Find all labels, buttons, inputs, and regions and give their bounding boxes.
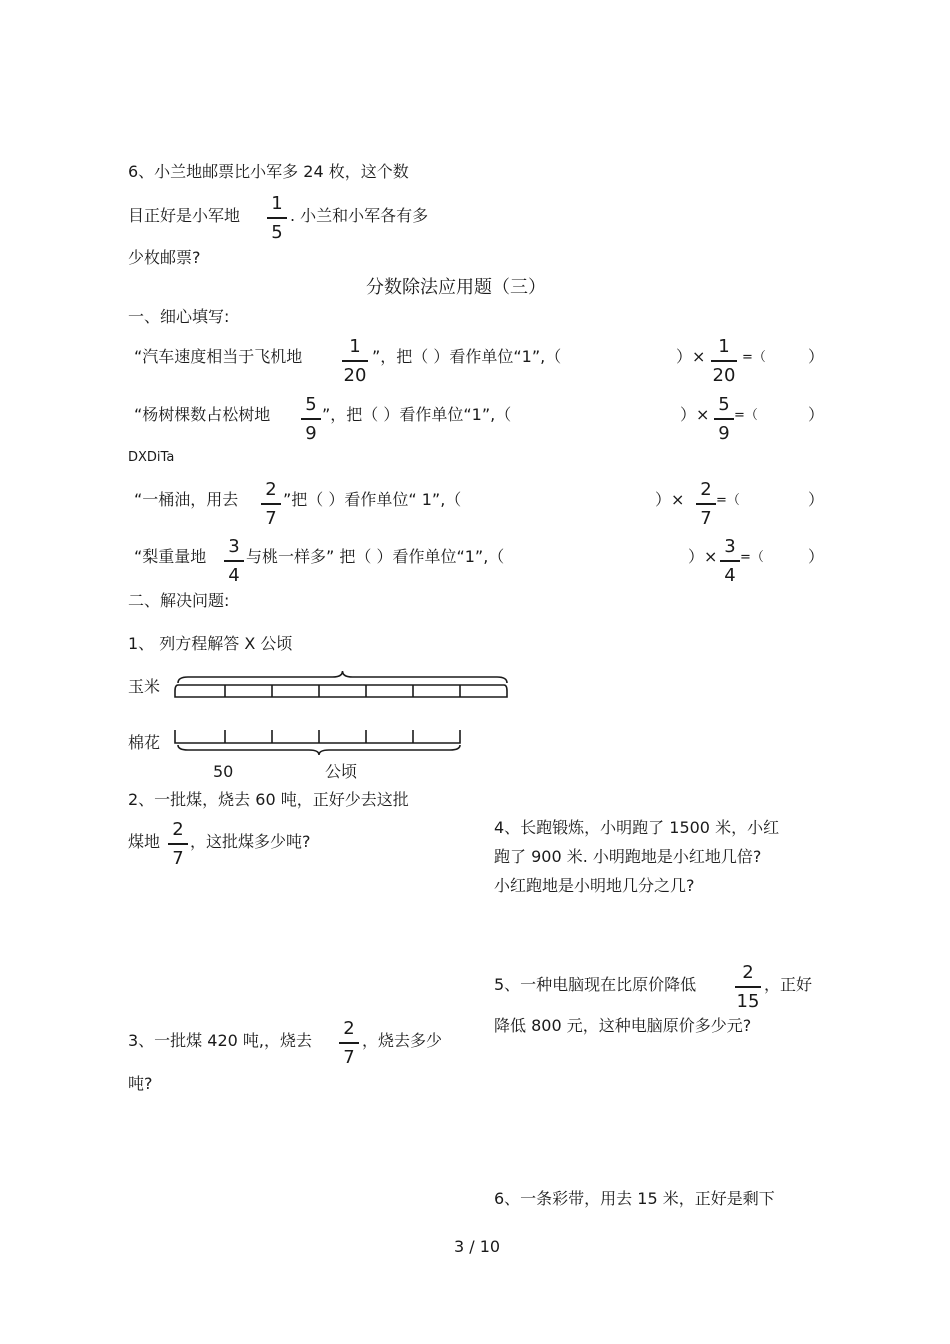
label-cotton: 棉花	[128, 733, 161, 752]
fill-row-1-pre: “汽车速度相当于飞机地	[134, 347, 303, 366]
fill-row-4-end: ）	[808, 547, 825, 566]
fraction-bar	[168, 843, 188, 845]
fraction-numerator: 3	[228, 536, 240, 557]
q1-text: 1、 列方程解答 X 公顷	[128, 634, 293, 653]
fraction-bar	[261, 503, 281, 505]
fill-row-3-end: ）	[808, 490, 825, 509]
fraction-denominator: 4	[724, 564, 736, 586]
fraction-denominator: 20	[343, 364, 367, 386]
page-title: 分数除法应用题（三）	[366, 277, 546, 298]
q4-line3: 小红跑地是小明地几分之几?	[494, 876, 695, 895]
q5-line2: 降低 800 元，这种电脑原价多少元?	[494, 1016, 752, 1035]
fraction-denominator: 15	[736, 990, 760, 1012]
fill-row-1-end: ）	[808, 347, 825, 366]
q2-pre: 煤地	[128, 832, 161, 851]
fill-row-1-fraction	[335, 338, 375, 385]
fraction-denominator: 4	[228, 564, 240, 586]
fraction-denominator: 20	[712, 364, 736, 386]
fill-row-3-times: ）×	[655, 490, 685, 509]
fill-row-4-mid: 与桃一样多” 把（ ）看作单位“1”,（	[246, 547, 505, 566]
fraction-numerator: 5	[305, 394, 317, 415]
fraction-denominator: 7	[343, 1046, 355, 1068]
q6-top-line2-pre: 目正好是小军地	[128, 206, 241, 225]
fill-row-1-fraction-2	[704, 338, 744, 385]
q5-pre: 5、一种电脑现在比原价降低	[494, 975, 697, 994]
fraction-bar	[696, 503, 716, 505]
fill-row-3-eq: =（	[716, 493, 740, 508]
corn-bar	[175, 671, 507, 697]
stray-text: DXDiTa	[128, 450, 175, 465]
fraction-denominator: 9	[305, 422, 317, 444]
fraction-numerator: 2	[742, 962, 754, 983]
fill-row-4-eq: =（	[740, 550, 764, 565]
fraction-denominator: 5	[271, 221, 283, 243]
page-number: 3 / 10	[454, 1237, 501, 1256]
q2-post: ，这批煤多少吨?	[190, 832, 311, 851]
fraction-bar	[720, 560, 740, 562]
fraction-denominator: 7	[265, 507, 277, 529]
q5-fraction	[728, 964, 768, 1011]
q3-pre: 3、一批煤 420 吨,，烧去	[128, 1031, 312, 1050]
fill-row-3-pre: “一桶油，用去	[134, 490, 239, 509]
fraction-bar	[711, 360, 737, 362]
fill-row-3-mid: ”把（ ）看作单位“ 1”,（	[283, 490, 462, 509]
fill-row-2-end: ）	[808, 405, 825, 424]
fill-row-4-pre: “梨重量地	[134, 547, 207, 566]
q2-line1: 2、一批煤，烧去 60 吨，正好少去这批	[128, 790, 409, 809]
fill-row-4-times: ）×	[688, 547, 718, 566]
cotton-bar-outline	[175, 730, 460, 743]
fraction-bar	[342, 360, 368, 362]
fill-row-2-eq: =（	[734, 408, 758, 423]
fraction-numerator: 3	[724, 536, 736, 557]
fill-row-2-mid: ”，把（ ）看作单位“1”,（	[322, 405, 512, 424]
label-50: 50	[213, 762, 234, 781]
corn-brace	[178, 671, 507, 683]
fraction-numerator: 1	[349, 336, 361, 357]
fraction-bar	[714, 418, 734, 420]
fraction-numerator: 2	[172, 819, 184, 840]
fraction-denominator: 7	[172, 847, 184, 869]
cotton-bar	[175, 730, 460, 755]
fraction-numerator: 2	[700, 479, 712, 500]
fill-row-2-pre: “杨树棵数占松树地	[134, 405, 271, 424]
q4-line2: 跑了 900 米. 小明跑地是小红地几倍?	[494, 847, 762, 866]
fraction-numerator: 5	[718, 394, 730, 415]
label-corn: 玉米	[128, 677, 161, 696]
part1-heading: 一、细心填写:	[128, 307, 230, 326]
q6-top-line3: 少枚邮票?	[128, 248, 201, 267]
fraction-bar	[224, 560, 244, 562]
fraction-bar	[267, 217, 287, 219]
fill-row-1-eq: =（	[742, 350, 766, 365]
fraction-numerator: 1	[271, 193, 283, 214]
q5-post: ，正好	[764, 975, 813, 994]
fraction-numerator: 1	[718, 336, 730, 357]
fraction-bar	[735, 986, 761, 988]
q4-line1: 4、长跑锻炼，小明跑了 1500 米，小红	[494, 818, 780, 837]
fraction-bar	[301, 418, 321, 420]
q3-post: ，烧去多少	[362, 1031, 443, 1050]
q6-top-line1: 6、小兰地邮票比小军多 24 枚，这个数	[128, 162, 409, 181]
part2-heading: 二、解决问题:	[128, 591, 230, 610]
q6-line1: 6、一条彩带，用去 15 米，正好是剩下	[494, 1189, 775, 1208]
cotton-brace	[178, 745, 460, 755]
fraction-numerator: 2	[265, 479, 277, 500]
fraction-bar	[339, 1042, 359, 1044]
fill-row-1-mid: ”，把（ ）看作单位“1”,（	[372, 347, 562, 366]
fill-row-1-times: ）×	[676, 347, 706, 366]
q6-top-line2-post: . 小兰和小军各有多	[290, 206, 429, 225]
fraction-denominator: 9	[718, 422, 730, 444]
q3-line2: 吨?	[128, 1074, 153, 1093]
fraction-denominator: 7	[700, 507, 712, 529]
label-unit: 公顷	[325, 762, 358, 781]
fraction-numerator: 2	[343, 1018, 355, 1039]
corn-bar-outline	[175, 685, 507, 697]
fill-row-2-times: ）×	[680, 405, 710, 424]
